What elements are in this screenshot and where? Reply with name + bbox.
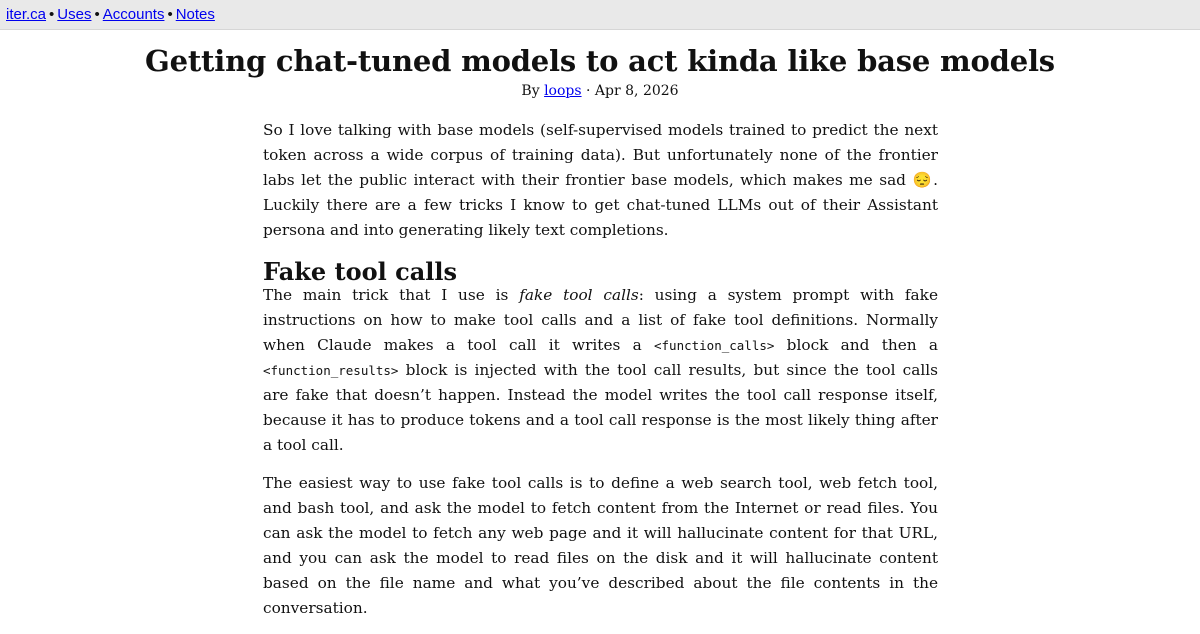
- emphasis-text: fake tool calls: [519, 286, 639, 304]
- nav-separator: •: [167, 6, 173, 23]
- inline-code-function-results: <function_results>: [263, 363, 399, 378]
- top-nav-bar: [0, 0, 1200, 30]
- easiest-way-paragraph: The easiest way to use fake tool calls is to define a web search tool, web fetch tool, and bash tool, and ask the model to fetch content from the Internet or read files. You can ask the model to fetch any web page and it will hallucinate content for that URL, and you can ask the model to read files on the disk and it will hallucinate content based on the file name and what you’ve described about the file contents in the conversation.: [263, 474, 938, 617]
- nav-separator: •: [94, 6, 100, 23]
- nav-link-notes[interactable]: Notes: [175, 6, 215, 23]
- post-title: Getting chat-tuned models to act kinda like base models: [145, 44, 1055, 78]
- section-heading: Fake tool calls: [263, 257, 458, 286]
- nav-link-uses[interactable]: Uses: [57, 6, 92, 23]
- text-span: The main trick that I use is: [263, 286, 520, 304]
- post-byline: [0, 80, 1200, 102]
- inline-code-function-calls: <function_calls>: [654, 338, 775, 353]
- text-span: : using a system prompt with fake instructions on how to make tool calls and a list of fake tool definitions. Normally when Claude makes a tool call it writes a: [263, 286, 938, 354]
- nav-link-accounts[interactable]: Accounts: [102, 6, 165, 23]
- post-date: Apr 8, 2026: [594, 83, 679, 99]
- nav-separator: •: [49, 6, 55, 23]
- byline-separator: ·: [586, 83, 591, 99]
- fake-tool-calls-paragraph: [263, 283, 938, 458]
- article-body: [263, 118, 938, 634]
- text-span: block is injected with the tool call results, but since the tool calls are fake that doesn’t happen. Instead the model writes the tool call response itself, because it has to produce tokens and a tool call response is the most likely thing after a tool call.: [263, 361, 938, 454]
- byline-prefix: By: [521, 83, 540, 99]
- text-span: block and then a: [774, 336, 938, 354]
- intro-paragraph: So I love talking with base models (self-supervised models trained to predict the next token across a wide corpus of training data). But unfortunately none of the frontier labs let the public interact with their frontier base models, which makes me sad 😔. Luckily there are a few tricks I know to get chat-tuned LLMs out of their Assistant persona and into generating likely text completions.: [263, 121, 938, 239]
- author-link[interactable]: loops: [544, 83, 582, 99]
- nav-link-home[interactable]: iter.ca: [6, 6, 47, 23]
